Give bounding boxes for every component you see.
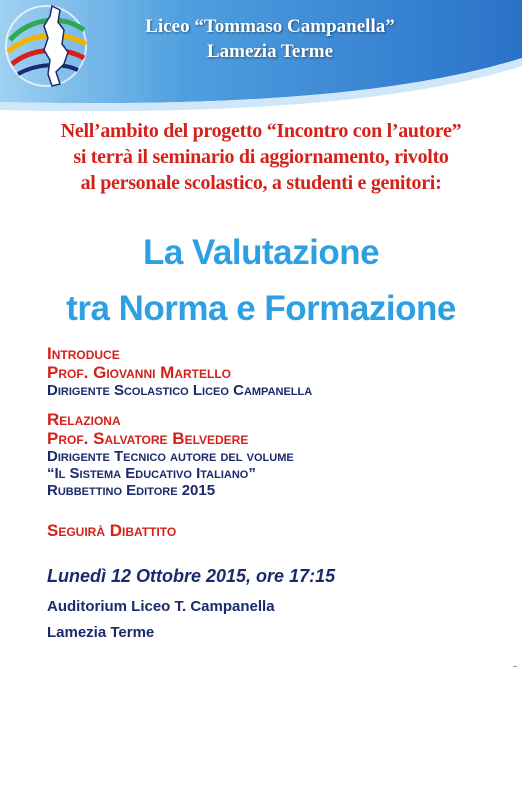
intro-line3: al personale scolastico, a studenti e genitori: [80, 172, 442, 194]
event-city: Lamezia Terme [47, 624, 155, 641]
debate-note: Seguirà Dibattito [47, 521, 177, 540]
relaziona-label: Relaziona [47, 410, 121, 429]
relaziona-section [47, 410, 507, 499]
event-venue: Auditorium Liceo T. Campanella [47, 598, 275, 615]
intro-line1: Nell’ambito del progetto “Incontro con l’autore” [60, 120, 462, 142]
relaziona-speaker: Prof. Salvatore Belvedere [47, 429, 249, 448]
introduce-section [47, 344, 507, 399]
school-name-line2: Lamezia Terme [206, 41, 334, 62]
relaziona-role-1: Dirigente Tecnico autore del volume [47, 448, 294, 465]
event-date: Lunedì 12 Ottobre 2015, ore 17:15 [47, 566, 336, 586]
introduce-speaker: Prof. Giovanni Martello [47, 363, 231, 382]
title-line2: tra Norma e Formazione [66, 289, 456, 328]
school-name [120, 14, 420, 64]
relaziona-role-3: Rubbettino Editore 2015 [47, 482, 216, 499]
school-name-line1: Liceo “Tommaso Campanella” [145, 16, 395, 37]
divider [513, 666, 517, 667]
header-banner [0, 0, 522, 118]
introduce-role: Dirigente Scolastico Liceo Campanella [47, 382, 313, 399]
relaziona-role-2: “Il Sistema Educativo Italiano” [47, 465, 256, 482]
intro-line2: si terrà il seminario di aggiornamento, rivolto [73, 146, 449, 168]
school-logo-icon [0, 0, 92, 92]
title-line1: La Valutazione [142, 233, 380, 272]
introduce-label: Introduce [47, 344, 120, 363]
intro-text [20, 118, 502, 196]
seminar-title [0, 225, 522, 337]
